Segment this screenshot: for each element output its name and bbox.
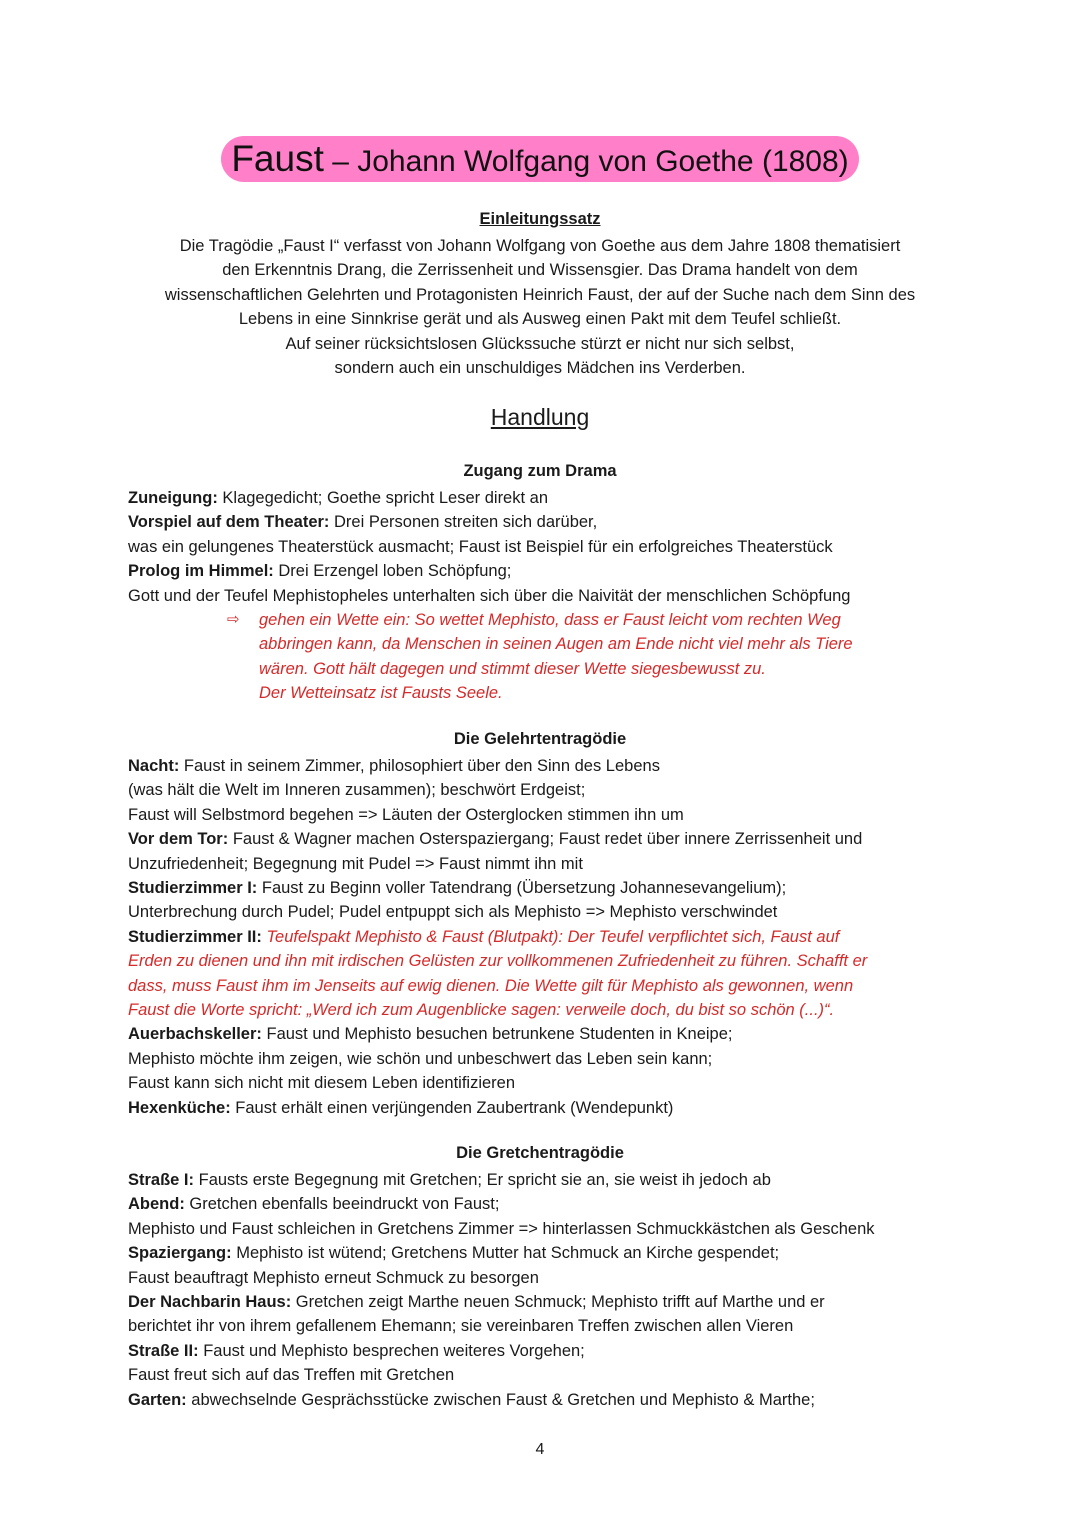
scene-text: Mephisto ist wütend; Gretchens Mutter hat Schmuck an Kirche gespendet; <box>231 1244 780 1263</box>
intro-line: Auf seiner rücksichtslosen Glückssuche stürzt er nicht nur sich selbst, <box>285 334 795 353</box>
wager-line: Der Wetteinsatz ist Fausts Seele. <box>259 684 503 703</box>
scene-line: Mephisto und Faust schleichen in Gretchens Zimmer => hinterlassen Schmuckkästchen als Geschenk <box>128 1219 875 1238</box>
wager-note <box>227 608 853 706</box>
scene-text: Drei Personen streiten sich darüber, <box>329 513 598 532</box>
right-arrow-icon: ⇨ <box>227 611 240 628</box>
scene-line <box>128 510 958 534</box>
scene-label: Garten: <box>128 1390 187 1409</box>
scene-text: abwechselnde Gesprächsstücke zwischen Faust & Gretchen und Mephisto & Marthe; <box>186 1390 815 1409</box>
scene-line: dass, muss Faust ihm im Jenseits auf ewig dienen. Die Wette gilt für Mephisto als gewonnen, wenn <box>128 976 854 995</box>
scene-line: Unzufriedenheit; Begegnung mit Pudel => Faust nimmt ihn mit <box>128 854 583 873</box>
section-heading-gretchen: Die Gretchentragödie <box>456 1144 624 1162</box>
scene-line <box>128 1388 958 1412</box>
scene-line <box>128 1339 958 1363</box>
section-heading-gelehrten: Die Gelehrtentragödie <box>453 730 627 748</box>
scene-label: Spaziergang: <box>128 1244 232 1263</box>
scene-text: Gretchen zeigt Marthe neuen Schmuck; Mephisto trifft auf Marthe und er <box>291 1293 825 1312</box>
scene-label: Abend: <box>128 1195 185 1214</box>
scene-text: Klagegedicht; Goethe spricht Leser direkt an <box>217 489 549 507</box>
intro-line: Lebens in eine Sinnkrise gerät und als Ausweg einen Pakt mit dem Teufel schließt. <box>238 310 842 329</box>
scene-text: Faust erhält einen verjüngenden Zaubertrank (Wendepunkt) <box>230 1098 674 1117</box>
scene-label: Studierzimmer II: <box>128 927 262 946</box>
intro-line: wissenschaftlichen Gelehrten und Protagonisten Heinrich Faust, der auf der Suche nach dem Sinn des <box>164 285 916 304</box>
scene-label: Nacht: <box>128 757 180 775</box>
scene-line: Erden zu dienen und ihn mit irdischen Gelüsten zur vollkommenen Zufriedenheit zu führen. Schafft er <box>128 952 868 971</box>
scene-text: Fausts erste Begegnung mit Gretchen; Er spricht sie an, sie weist ih jedoch ab <box>194 1171 771 1189</box>
title-main: Faust <box>231 138 324 179</box>
scene-line <box>128 559 958 583</box>
handlung-heading: Handlung <box>490 404 590 430</box>
scene-text: Gretchen ebenfalls beeindruckt von Faust; <box>184 1195 500 1214</box>
scene-text: Drei Erzengel loben Schöpfung; <box>273 562 512 581</box>
scene-line <box>128 925 958 949</box>
scene-label: Straße I: <box>128 1171 195 1189</box>
scene-line <box>128 827 958 851</box>
scene-line <box>128 876 958 900</box>
scene-line: Gott und der Teufel Mephistopheles unterhalten sich über die Naivität der menschlichen Schöpfung <box>128 586 851 605</box>
scene-line <box>128 1168 958 1192</box>
scene-line: Faust will Selbstmord begehen => Läuten der Osterglocken stimmen ihn um <box>128 805 684 824</box>
scene-label: Vorspiel auf dem Theater: <box>128 513 330 532</box>
scene-label: Straße II: <box>128 1341 199 1360</box>
title-row <box>0 136 1080 182</box>
scene-line <box>128 486 958 510</box>
section-heading-zugang: Zugang zum Drama <box>463 462 617 480</box>
scene-line: berichtet ihr von ihrem gefallenem Ehemann; sie vereinbaren Treffen zwischen allen Vieren <box>128 1317 794 1336</box>
scene-line <box>128 1241 958 1265</box>
scene-label: Der Nachbarin Haus: <box>128 1293 292 1312</box>
scene-line: Faust beauftragt Mephisto erneut Schmuck zu besorgen <box>128 1268 539 1287</box>
scene-line: Mephisto möchte ihm zeigen, wie schön und unbeschwert das Leben sein kann; <box>128 1049 713 1068</box>
page-number: 4 <box>535 1441 545 1458</box>
scene-line <box>128 1096 958 1120</box>
scene-line: was ein gelungenes Theaterstück ausmacht; Faust ist Beispiel für ein erfolgreiches Theaterstück <box>128 537 833 556</box>
section-zugang <box>128 486 958 608</box>
intro-paragraph <box>0 234 1080 380</box>
scene-text: Faust & Wagner machen Osterspaziergang; Faust redet über innere Zerrissenheit und <box>228 830 863 849</box>
title-rest: – Johann Wolfgang von Goethe (1808) <box>323 145 849 178</box>
scene-label: Auerbachskeller: <box>128 1025 262 1044</box>
scene-label: Vor dem Tor: <box>128 830 229 849</box>
scene-line: Unterbrechung durch Pudel; Pudel entpuppt sich als Mephisto => Mephisto verschwindet <box>128 903 778 922</box>
scene-label: Prolog im Himmel: <box>128 562 274 581</box>
intro-heading: Einleitungssatz <box>479 210 601 228</box>
page-title <box>221 136 858 182</box>
scene-line: Faust kann sich nicht mit diesem Leben identifizieren <box>128 1074 516 1093</box>
scene-text: Faust zu Beginn voller Tatendrang (Übersetzung Johannesevangelium); <box>257 879 787 898</box>
intro-line: Die Tragödie „Faust I“ verfasst von Johann Wolfgang von Goethe aus dem Jahre 1808 thematisiert <box>179 237 901 255</box>
section-gelehrten <box>128 754 958 1120</box>
scene-line: Faust freut sich auf das Treffen mit Gretchen <box>128 1366 455 1385</box>
scene-text: Faust und Mephisto besuchen betrunkene Studenten in Kneipe; <box>261 1025 733 1044</box>
scene-text: Teufelspakt Mephisto & Faust (Blutpakt): Der Teufel verpflichtet sich, Faust auf <box>261 927 840 946</box>
wager-line: wären. Gott hält dagegen und stimmt dieser Wette siegesbewusst zu. <box>259 659 766 678</box>
scene-line <box>128 1290 958 1314</box>
section-gretchen <box>128 1168 958 1412</box>
scene-line <box>128 1192 958 1216</box>
scene-label: Studierzimmer I: <box>128 879 258 898</box>
scene-text: Faust in seinem Zimmer, philosophiert über den Sinn des Lebens <box>179 757 660 775</box>
scene-label: Hexenküche: <box>128 1098 231 1117</box>
scene-line: (was hält die Welt im Inneren zusammen); beschwört Erdgeist; <box>128 781 586 800</box>
scene-line <box>128 754 958 778</box>
scene-line: Faust die Worte spricht: „Werd ich zum Augenblicke sagen: verweile doch, du bist so schön (...)“. <box>128 1001 835 1020</box>
wager-line: abbringen kann, da Menschen in seinen Augen am Ende nicht viel mehr als Tiere <box>259 635 853 654</box>
scene-label: Zuneigung: <box>128 489 218 507</box>
intro-line: den Erkenntnis Drang, die Zerrissenheit und Wissensgier. Das Drama handelt von dem <box>222 261 858 280</box>
wager-line: gehen ein Wette ein: So wettet Mephisto, dass er Faust leicht vom rechten Weg <box>259 611 841 629</box>
scene-line <box>128 1022 958 1046</box>
scene-text: Faust und Mephisto besprechen weiteres Vorgehen; <box>198 1341 585 1360</box>
intro-line: sondern auch ein unschuldiges Mädchen ins Verderben. <box>334 359 746 378</box>
